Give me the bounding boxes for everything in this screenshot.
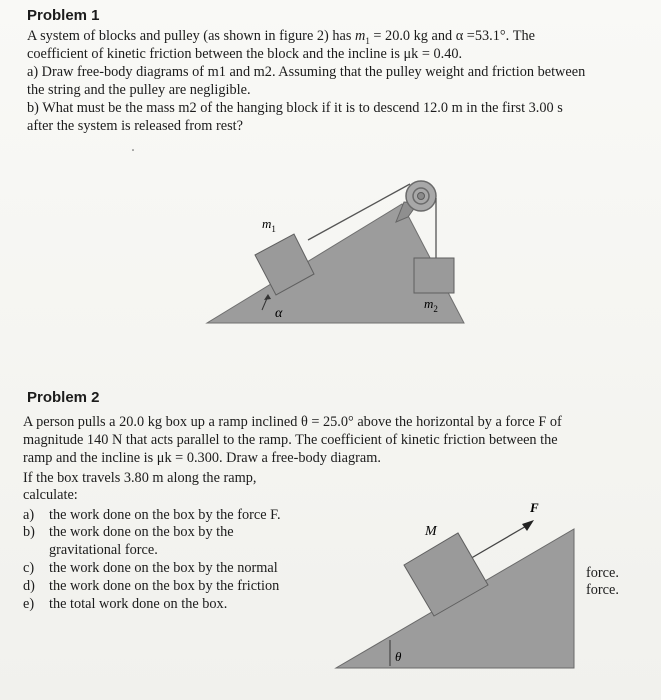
- problem-1-part-a-line-1: a) Draw free-body diagrams of m1 and m2. Assuming that the pulley weight and friction between: [27, 64, 586, 80]
- problem-2-title: Problem 2: [27, 389, 100, 406]
- problem-1-line-1: A system of blocks and pulley (as shown in figure 2) has $m_1 = 20.0$ kg and α =53.1°. The: [27, 28, 535, 46]
- side-force-text-1: force.: [586, 565, 619, 581]
- problem-2-item-c: c) the work done on the box by the normal: [23, 560, 278, 576]
- force-label: F: [530, 500, 539, 515]
- problem-1-part-a-line-2: the string and the pulley are negligible.: [27, 82, 251, 98]
- m2-label: $m_2$: [424, 296, 438, 314]
- problem-2-item-b-cont: gravitational force.: [49, 542, 158, 558]
- problem-1-part-b-line-1: b) What must be the mass m2 of the hanging block if it is to descend 12.0 m in the first 3.00 s: [27, 100, 563, 116]
- problem-2-line-2: magnitude 140 N that acts parallel to the ramp. The coefficient of kinetic friction between the: [23, 432, 558, 448]
- problem-2-line-5: calculate:: [23, 487, 78, 503]
- problem-2-line-4: If the box travels 3.80 m along the ramp,: [23, 470, 257, 486]
- problem-1-line-2: coefficient of kinetic friction between the block and the incline is μk = 0.40.: [27, 46, 463, 62]
- problem-2-item-b: b) the work done on the box by the: [23, 524, 234, 540]
- box-m-label: M: [425, 524, 437, 539]
- problem-1-part-b-line-2: after the system is released from rest?: [27, 118, 243, 134]
- problem-1-title: Problem 1: [27, 7, 100, 24]
- m1-label: $m_1$: [262, 216, 276, 234]
- problem-2-item-d: d) the work done on the box by the friction: [23, 578, 280, 594]
- alpha-label: α: [275, 306, 283, 321]
- problem-2-item-a: a) the work done on the box by the force F.: [23, 507, 281, 523]
- problem-2-line-3: ramp and the incline is μk = 0.300. Draw a free-body diagram.: [23, 450, 381, 466]
- side-force-text-2: force.: [586, 582, 619, 598]
- problem-2-line-1: A person pulls a 20.0 kg box up a ramp inclined θ = 25.0° above the horizontal by a force F of: [23, 414, 562, 430]
- pull-rope: [468, 525, 528, 560]
- force-arrowhead: [522, 520, 534, 531]
- theta-label: θ: [395, 649, 402, 664]
- problem-2-item-e: e) the total work done on the box.: [23, 596, 228, 612]
